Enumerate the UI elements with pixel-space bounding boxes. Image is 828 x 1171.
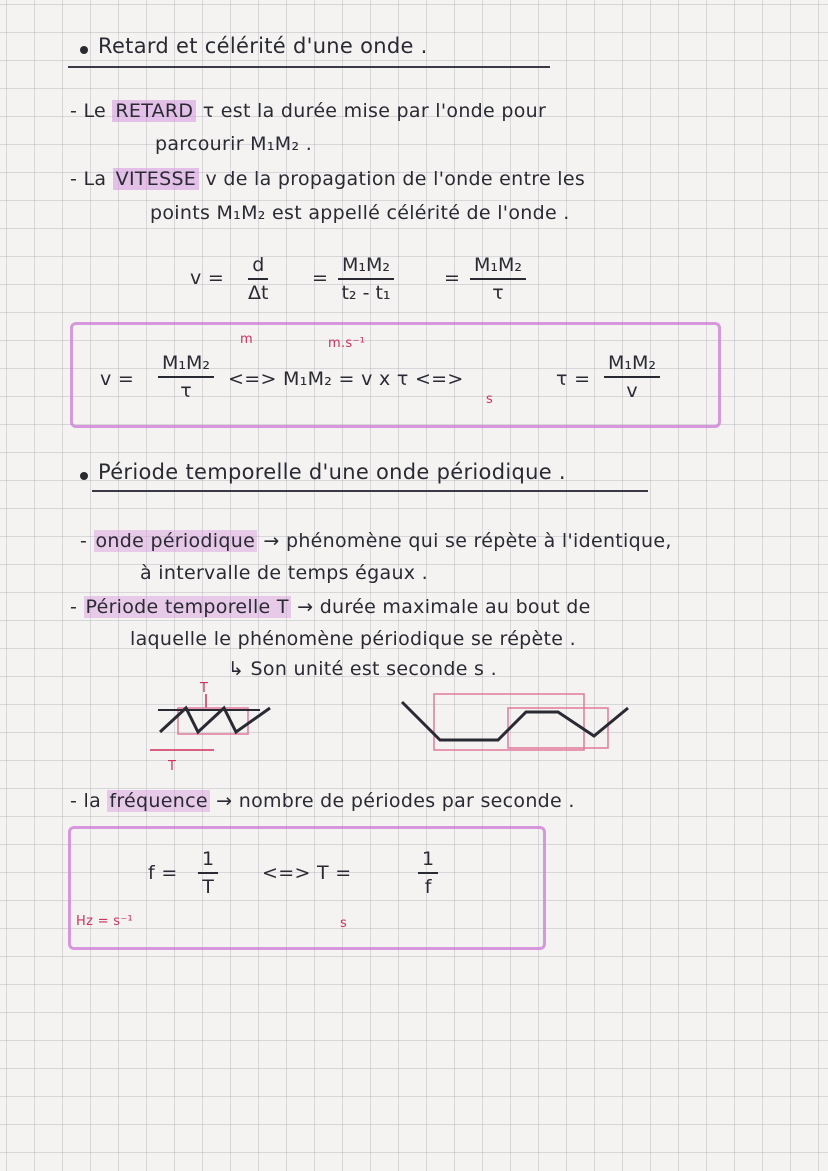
formula1-eq: = bbox=[312, 267, 329, 289]
formula1-frac2: M₁M₂ t₂ - t₁ bbox=[338, 254, 394, 304]
formula1-lhs: v = bbox=[190, 267, 225, 289]
boxed-equivalence: <=> M₁M₂ = v x τ <=> bbox=[228, 368, 464, 390]
boxed-rhs: τ = bbox=[556, 368, 591, 390]
sketch-T-label: T bbox=[200, 681, 208, 696]
formula1-frac1: d Δt bbox=[248, 254, 269, 304]
bullet-dot bbox=[80, 46, 88, 54]
boxed-lhs: v = bbox=[100, 368, 135, 390]
periode-line: - Période temporelle T → durée maximale au bout de bbox=[70, 596, 591, 618]
periode-line-2: laquelle le phénomène périodique se répète . bbox=[130, 628, 576, 650]
bullet-dot bbox=[80, 472, 88, 480]
formula1-eq2: = bbox=[444, 267, 461, 289]
vitesse-line-2: points M₁M₂ est appellé célérité de l'onde . bbox=[150, 202, 570, 224]
freq-lhs: f = bbox=[148, 862, 178, 884]
formula-box-2 bbox=[68, 826, 546, 950]
sketch-T-label: T bbox=[168, 759, 176, 774]
frequence-line: - la fréquence → nombre de périodes par seconde . bbox=[70, 790, 575, 812]
periodic-sketch-left bbox=[140, 680, 290, 774]
unit-s: s bbox=[340, 916, 348, 931]
title-underline bbox=[92, 490, 648, 492]
section1-title: Retard et célérité d'une onde . bbox=[98, 34, 428, 58]
section2-title: Période temporelle d'une onde périodique . bbox=[98, 460, 566, 484]
vitesse-line: - La VITESSE v de la propagation de l'onde entre les bbox=[70, 168, 586, 190]
freq-frac2: 1 f bbox=[418, 848, 438, 898]
boxed-frac2: M₁M₂ v bbox=[604, 352, 660, 402]
unit-m: m bbox=[240, 332, 253, 347]
periodic-sketch-right bbox=[398, 688, 638, 758]
freq-frac1: 1 T bbox=[198, 848, 218, 898]
periode-unit-line: ↳ Son unité est seconde s . bbox=[228, 658, 497, 680]
retard-line: - Le RETARD τ est la durée mise par l'onde pour bbox=[70, 100, 547, 122]
onde-periodique-line-2: à intervalle de temps égaux . bbox=[140, 562, 429, 584]
formula1-frac3: M₁M₂ τ bbox=[470, 254, 526, 304]
retard-line-2: parcourir M₁M₂ . bbox=[155, 133, 313, 155]
unit-s: s bbox=[486, 392, 494, 407]
onde-periodique-line: - onde périodique → phénomène qui se répète à l'identique, bbox=[80, 530, 672, 552]
boxed-frac1: M₁M₂ τ bbox=[158, 352, 214, 402]
freq-equivalence: <=> T = bbox=[262, 862, 352, 884]
title-underline bbox=[68, 66, 550, 68]
unit-hz: Hz = s⁻¹ bbox=[76, 914, 134, 929]
unit-ms: m.s⁻¹ bbox=[328, 336, 366, 351]
